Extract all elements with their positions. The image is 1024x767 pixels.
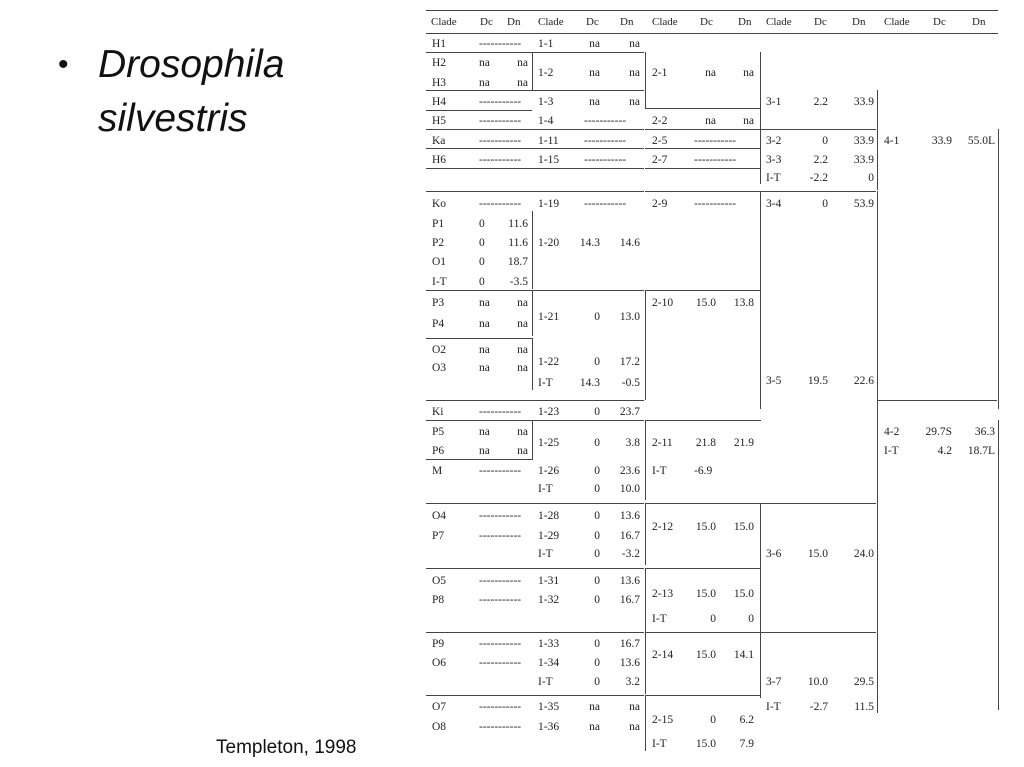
dn-value: 16.7 bbox=[619, 638, 640, 650]
clade-label: I-T bbox=[652, 738, 667, 750]
clade-label: 1-26 bbox=[538, 465, 560, 477]
dc-value: na bbox=[589, 701, 600, 713]
dashed-cell: ----------- bbox=[694, 154, 737, 166]
dc-value: 0 bbox=[594, 594, 600, 606]
clade-label: Ko bbox=[432, 198, 447, 210]
dc-value: 14.3 bbox=[579, 237, 600, 249]
dc-value: 0 bbox=[479, 237, 485, 249]
dc-value: 21.8 bbox=[695, 437, 716, 449]
group-bracket bbox=[645, 632, 646, 694]
clade-label: 1-25 bbox=[538, 437, 560, 449]
dashed-cell: ----------- bbox=[584, 135, 627, 147]
clade-label: O8 bbox=[432, 721, 447, 733]
dashed-cell: ----------- bbox=[479, 38, 522, 50]
group-bracket bbox=[760, 632, 761, 698]
group-separator bbox=[426, 459, 532, 460]
group-bracket bbox=[877, 90, 878, 190]
group-separator bbox=[760, 632, 876, 633]
clade-label: P3 bbox=[432, 297, 445, 309]
dn-value: na bbox=[743, 67, 754, 79]
dn-value: 36.3 bbox=[974, 426, 995, 438]
dc-value: 0 bbox=[479, 218, 485, 230]
clade-label: 4-1 bbox=[884, 135, 900, 147]
dc-value: 0 bbox=[479, 276, 485, 288]
dashed-cell: ----------- bbox=[479, 575, 522, 587]
dn-value: 55.0L bbox=[967, 135, 995, 147]
dc-value: -2.2 bbox=[809, 172, 828, 184]
dc-value: 15.0 bbox=[695, 297, 716, 309]
clade-label: 2-9 bbox=[652, 198, 668, 210]
dc-value: 0 bbox=[594, 575, 600, 587]
clade-label: I-T bbox=[538, 548, 553, 560]
group-separator bbox=[760, 191, 876, 192]
clade-label: 4-2 bbox=[884, 426, 900, 438]
group-separator bbox=[532, 148, 644, 149]
group-bracket bbox=[760, 52, 761, 184]
dc-value: na bbox=[479, 318, 490, 330]
clade-label: O5 bbox=[432, 575, 447, 587]
dashed-cell: -6.9 bbox=[694, 465, 713, 477]
clade-label: P4 bbox=[432, 318, 445, 330]
dc-value: na bbox=[589, 96, 600, 108]
group-separator bbox=[760, 503, 876, 504]
group-separator bbox=[532, 191, 644, 192]
dn-value: 0 bbox=[868, 172, 874, 184]
dc-value: 0 bbox=[710, 714, 716, 726]
dn-value: 33.9 bbox=[853, 154, 874, 166]
group-separator bbox=[426, 191, 532, 192]
dn-value: 18.7 bbox=[507, 256, 528, 268]
group-separator bbox=[877, 400, 997, 401]
clade-label: H3 bbox=[432, 77, 447, 89]
header-cell: Clade bbox=[884, 16, 910, 28]
group-separator bbox=[532, 290, 644, 291]
dc-value: na bbox=[479, 362, 490, 374]
clade-label: O2 bbox=[432, 344, 447, 356]
group-separator bbox=[532, 695, 644, 696]
clade-label: 3-6 bbox=[766, 548, 782, 560]
dn-value: 15.0 bbox=[733, 588, 754, 600]
clade-label: P7 bbox=[432, 530, 445, 542]
dashed-cell: ----------- bbox=[479, 510, 522, 522]
clade-label: P5 bbox=[432, 426, 445, 438]
clade-label: 3-5 bbox=[766, 375, 782, 387]
dn-value: -3.5 bbox=[509, 276, 528, 288]
dn-value: 53.9 bbox=[853, 198, 874, 210]
bullet-dot: • bbox=[58, 48, 69, 81]
title-line-1: Drosophila bbox=[98, 43, 285, 86]
clade-label: P9 bbox=[432, 638, 445, 650]
group-separator bbox=[645, 129, 761, 130]
dc-value: 33.9 bbox=[931, 135, 952, 147]
clade-label: I-T bbox=[766, 701, 781, 713]
dc-value: 19.5 bbox=[807, 375, 828, 387]
group-separator bbox=[645, 108, 761, 109]
dn-value: 13.6 bbox=[619, 657, 640, 669]
dc-value: na bbox=[589, 721, 600, 733]
dc-value: na bbox=[589, 67, 600, 79]
dn-value: na bbox=[517, 297, 528, 309]
dc-value: na bbox=[479, 57, 490, 69]
group-separator bbox=[645, 503, 761, 504]
group-separator bbox=[426, 52, 532, 53]
clade-label: 3-4 bbox=[766, 198, 782, 210]
group-separator bbox=[426, 400, 532, 401]
dn-value: na bbox=[517, 77, 528, 89]
dc-value: 10.0 bbox=[807, 676, 828, 688]
dn-value: 16.7 bbox=[619, 594, 640, 606]
dn-value: 10.0 bbox=[619, 483, 640, 495]
clade-label: 2-11 bbox=[652, 437, 673, 449]
header-cell: Dc bbox=[700, 16, 713, 28]
clade-label: I-T bbox=[538, 676, 553, 688]
dc-value: 0 bbox=[594, 311, 600, 323]
dashed-cell: ----------- bbox=[694, 198, 737, 210]
dashed-cell: ----------- bbox=[479, 721, 522, 733]
header-cell: Dc bbox=[586, 16, 599, 28]
clade-label: P1 bbox=[432, 218, 445, 230]
group-bracket bbox=[877, 503, 878, 713]
group-separator bbox=[532, 168, 644, 169]
group-separator bbox=[426, 503, 532, 504]
group-separator bbox=[760, 129, 876, 130]
clade-label: 1-1 bbox=[538, 38, 554, 50]
clade-label: 1-2 bbox=[538, 67, 554, 79]
clade-label: 1-4 bbox=[538, 115, 554, 127]
clade-label: 2-13 bbox=[652, 588, 674, 600]
clade-label: M bbox=[432, 465, 443, 477]
dn-value: 13.6 bbox=[619, 510, 640, 522]
dashed-cell: ----------- bbox=[584, 154, 627, 166]
group-separator bbox=[426, 632, 532, 633]
group-bracket bbox=[998, 129, 999, 409]
clade-label: 2-2 bbox=[652, 115, 668, 127]
dn-value: na bbox=[517, 426, 528, 438]
header-cell: Dn bbox=[507, 16, 521, 28]
dc-value: 4.2 bbox=[937, 445, 952, 457]
group-separator bbox=[645, 695, 761, 696]
title-line-2: silvestris bbox=[98, 97, 248, 140]
dn-value: 15.0 bbox=[733, 521, 754, 533]
dc-value: 14.3 bbox=[579, 377, 600, 389]
dashed-cell: ----------- bbox=[479, 701, 522, 713]
clade-label: 2-12 bbox=[652, 521, 674, 533]
clade-label: H2 bbox=[432, 57, 447, 69]
dn-value: 23.6 bbox=[619, 465, 640, 477]
group-separator bbox=[532, 568, 644, 569]
dc-value: 0 bbox=[594, 356, 600, 368]
group-separator bbox=[426, 90, 532, 91]
group-separator bbox=[532, 52, 644, 53]
clade-label: 3-7 bbox=[766, 676, 782, 688]
clade-label: 1-3 bbox=[538, 96, 554, 108]
clade-label: 1-19 bbox=[538, 198, 560, 210]
group-bracket bbox=[645, 503, 646, 565]
clade-label: 2-5 bbox=[652, 135, 668, 147]
clade-label: O4 bbox=[432, 510, 447, 522]
clade-label: H6 bbox=[432, 154, 447, 166]
dn-value: 3.2 bbox=[625, 676, 640, 688]
dc-value: na bbox=[479, 426, 490, 438]
dc-value: na bbox=[479, 297, 490, 309]
dn-value: na bbox=[629, 721, 640, 733]
clade-label: I-T bbox=[538, 483, 553, 495]
dn-value: 11.6 bbox=[508, 218, 528, 230]
dc-value: 0 bbox=[822, 135, 828, 147]
dn-value: na bbox=[517, 57, 528, 69]
group-bracket bbox=[877, 191, 878, 507]
header-cell: Dn bbox=[620, 16, 634, 28]
dn-value: 17.2 bbox=[619, 356, 640, 368]
clade-label: 3-1 bbox=[766, 96, 782, 108]
clade-label: 1-31 bbox=[538, 575, 560, 587]
dashed-cell: ----------- bbox=[479, 657, 522, 669]
group-separator bbox=[426, 568, 532, 569]
dc-value: 0 bbox=[594, 483, 600, 495]
dc-value: 0 bbox=[594, 676, 600, 688]
clade-label: 3-3 bbox=[766, 154, 782, 166]
header-cell: Clade bbox=[766, 16, 792, 28]
dc-value: na bbox=[589, 38, 600, 50]
group-bracket bbox=[645, 290, 646, 400]
group-separator bbox=[532, 632, 644, 633]
dn-value: 21.9 bbox=[733, 437, 754, 449]
dc-value: 0 bbox=[594, 510, 600, 522]
clade-label: I-T bbox=[766, 172, 781, 184]
group-bracket bbox=[532, 211, 533, 289]
clade-label: 2-10 bbox=[652, 297, 674, 309]
clade-label: Ki bbox=[432, 406, 444, 418]
clade-label: 2-1 bbox=[652, 67, 668, 79]
dc-value: na bbox=[705, 115, 716, 127]
dc-value: 0 bbox=[594, 465, 600, 477]
dc-value: 0 bbox=[479, 256, 485, 268]
group-separator bbox=[532, 420, 644, 421]
dn-value: na bbox=[629, 38, 640, 50]
citation: Templeton, 1998 bbox=[216, 737, 357, 758]
clade-label: 1-23 bbox=[538, 406, 560, 418]
clade-label: 1-33 bbox=[538, 638, 560, 650]
dc-value: 0 bbox=[594, 437, 600, 449]
dn-value: 16.7 bbox=[619, 530, 640, 542]
clade-label: P8 bbox=[432, 594, 445, 606]
group-separator bbox=[645, 191, 761, 192]
dn-value: -0.5 bbox=[621, 377, 640, 389]
clade-label: 1-34 bbox=[538, 657, 560, 669]
group-separator bbox=[532, 400, 644, 401]
dc-value: 2.2 bbox=[813, 96, 828, 108]
group-separator bbox=[532, 129, 644, 130]
clade-label: 2-14 bbox=[652, 649, 674, 661]
clade-label: 1-35 bbox=[538, 701, 560, 713]
clade-label: I-T bbox=[538, 377, 553, 389]
group-separator bbox=[426, 110, 532, 111]
dc-value: na bbox=[479, 445, 490, 457]
clade-label: 1-29 bbox=[538, 530, 560, 542]
dn-value: 11.5 bbox=[854, 701, 874, 713]
dashed-cell: ----------- bbox=[479, 530, 522, 542]
dc-value: 0 bbox=[594, 548, 600, 560]
dn-value: na bbox=[743, 115, 754, 127]
dc-value: na bbox=[705, 67, 716, 79]
dc-value: 0 bbox=[822, 198, 828, 210]
dc-value: na bbox=[479, 77, 490, 89]
dashed-cell: ----------- bbox=[479, 154, 522, 166]
table-header-border bbox=[426, 33, 998, 34]
dashed-cell: ----------- bbox=[584, 198, 627, 210]
clade-label: Ka bbox=[432, 135, 446, 147]
dn-value: na bbox=[517, 445, 528, 457]
dn-value: na bbox=[629, 67, 640, 79]
group-bracket bbox=[998, 420, 999, 710]
group-bracket bbox=[532, 290, 533, 336]
dashed-cell: ----------- bbox=[479, 96, 522, 108]
group-bracket bbox=[645, 695, 646, 751]
dn-value: 24.0 bbox=[853, 548, 874, 560]
dashed-cell: ----------- bbox=[584, 115, 627, 127]
dc-value: 0 bbox=[594, 530, 600, 542]
dn-value: 14.1 bbox=[733, 649, 754, 661]
dc-value: 0 bbox=[594, 406, 600, 418]
dn-value: 0 bbox=[748, 613, 754, 625]
clade-label: P2 bbox=[432, 237, 445, 249]
group-bracket bbox=[645, 420, 646, 500]
group-bracket bbox=[645, 52, 646, 108]
group-separator bbox=[426, 148, 532, 149]
clade-label: 1-20 bbox=[538, 237, 560, 249]
group-separator bbox=[532, 503, 644, 504]
group-separator bbox=[645, 290, 761, 291]
header-cell: Clade bbox=[652, 16, 678, 28]
clade-label: I-T bbox=[652, 465, 667, 477]
dc-value: 15.0 bbox=[695, 521, 716, 533]
dc-value: 0 bbox=[594, 638, 600, 650]
dc-value: 0 bbox=[594, 657, 600, 669]
clade-label: 2-15 bbox=[652, 714, 674, 726]
header-cell: Dn bbox=[738, 16, 752, 28]
dc-value: -2.7 bbox=[809, 701, 828, 713]
clade-label: I-T bbox=[652, 613, 667, 625]
dn-value: na bbox=[629, 96, 640, 108]
dn-value: na bbox=[517, 344, 528, 356]
dn-value: 13.6 bbox=[619, 575, 640, 587]
group-separator bbox=[645, 148, 761, 149]
dn-value: 11.6 bbox=[508, 237, 528, 249]
clade-label: O6 bbox=[432, 657, 447, 669]
clade-label: H5 bbox=[432, 115, 447, 127]
group-separator bbox=[645, 568, 761, 569]
clade-label: 1-22 bbox=[538, 356, 560, 368]
header-cell: Dn bbox=[972, 16, 986, 28]
dn-value: 6.2 bbox=[739, 714, 754, 726]
group-bracket bbox=[532, 420, 533, 460]
dc-value: 15.0 bbox=[695, 738, 716, 750]
dashed-cell: ----------- bbox=[479, 198, 522, 210]
group-separator bbox=[645, 632, 761, 633]
clade-label: 1-36 bbox=[538, 721, 560, 733]
clade-label: I-T bbox=[884, 445, 899, 457]
dc-value: 2.2 bbox=[813, 154, 828, 166]
dn-value: 7.9 bbox=[739, 738, 754, 750]
clade-label: O1 bbox=[432, 256, 447, 268]
clade-label: 2-7 bbox=[652, 154, 668, 166]
dn-value: na bbox=[629, 701, 640, 713]
clade-label: O3 bbox=[432, 362, 447, 374]
dashed-cell: ----------- bbox=[479, 135, 522, 147]
dc-value: na bbox=[479, 344, 490, 356]
dc-value: 15.0 bbox=[807, 548, 828, 560]
clade-label: I-T bbox=[432, 276, 447, 288]
clade-label: 3-2 bbox=[766, 135, 782, 147]
dashed-cell: ----------- bbox=[479, 406, 522, 418]
dashed-cell: ----------- bbox=[479, 638, 522, 650]
group-separator bbox=[645, 168, 761, 169]
header-cell: Clade bbox=[538, 16, 564, 28]
group-bracket bbox=[760, 191, 761, 409]
dashed-cell: ----------- bbox=[479, 115, 522, 127]
group-separator bbox=[426, 420, 532, 421]
dn-value: 29.5 bbox=[853, 676, 874, 688]
group-separator bbox=[426, 695, 532, 696]
group-bracket bbox=[532, 52, 533, 90]
dn-value: 33.9 bbox=[853, 135, 874, 147]
dn-value: 13.8 bbox=[733, 297, 754, 309]
dn-value: 3.8 bbox=[625, 437, 640, 449]
clade-label: 1-15 bbox=[538, 154, 560, 166]
group-separator bbox=[645, 420, 761, 421]
dc-value: 0 bbox=[710, 613, 716, 625]
dn-value: 18.7L bbox=[967, 445, 995, 457]
dn-value: na bbox=[517, 362, 528, 374]
clade-label: 1-11 bbox=[538, 135, 559, 147]
clade-label: H4 bbox=[432, 96, 447, 108]
dn-value: 22.6 bbox=[853, 375, 874, 387]
dc-value: 29.7S bbox=[925, 426, 952, 438]
dn-value: 33.9 bbox=[853, 96, 874, 108]
group-bracket bbox=[532, 338, 533, 390]
group-separator bbox=[426, 129, 532, 130]
header-cell: Dc bbox=[814, 16, 827, 28]
dashed-cell: ----------- bbox=[694, 135, 737, 147]
header-cell: Dc bbox=[480, 16, 493, 28]
header-cell: Dn bbox=[852, 16, 866, 28]
table-top-border bbox=[426, 10, 998, 11]
dc-value: 15.0 bbox=[695, 588, 716, 600]
group-separator bbox=[426, 168, 532, 169]
clade-label: 1-28 bbox=[538, 510, 560, 522]
clade-label: 1-32 bbox=[538, 594, 560, 606]
dn-value: 23.7 bbox=[619, 406, 640, 418]
dn-value: -3.2 bbox=[621, 548, 640, 560]
clade-label: H1 bbox=[432, 38, 447, 50]
clade-label: 1-21 bbox=[538, 311, 560, 323]
clade-label: P6 bbox=[432, 445, 445, 457]
header-cell: Dc bbox=[933, 16, 946, 28]
group-separator bbox=[426, 338, 532, 339]
dn-value: 14.6 bbox=[619, 237, 640, 249]
dashed-cell: ----------- bbox=[479, 465, 522, 477]
header-cell: Clade bbox=[431, 16, 457, 28]
dn-value: na bbox=[517, 318, 528, 330]
dc-value: 15.0 bbox=[695, 649, 716, 661]
group-separator bbox=[532, 90, 644, 91]
group-bracket bbox=[645, 568, 646, 632]
group-separator bbox=[426, 290, 532, 291]
dn-value: 13.0 bbox=[619, 311, 640, 323]
clade-label: O7 bbox=[432, 701, 447, 713]
dashed-cell: ----------- bbox=[479, 594, 522, 606]
